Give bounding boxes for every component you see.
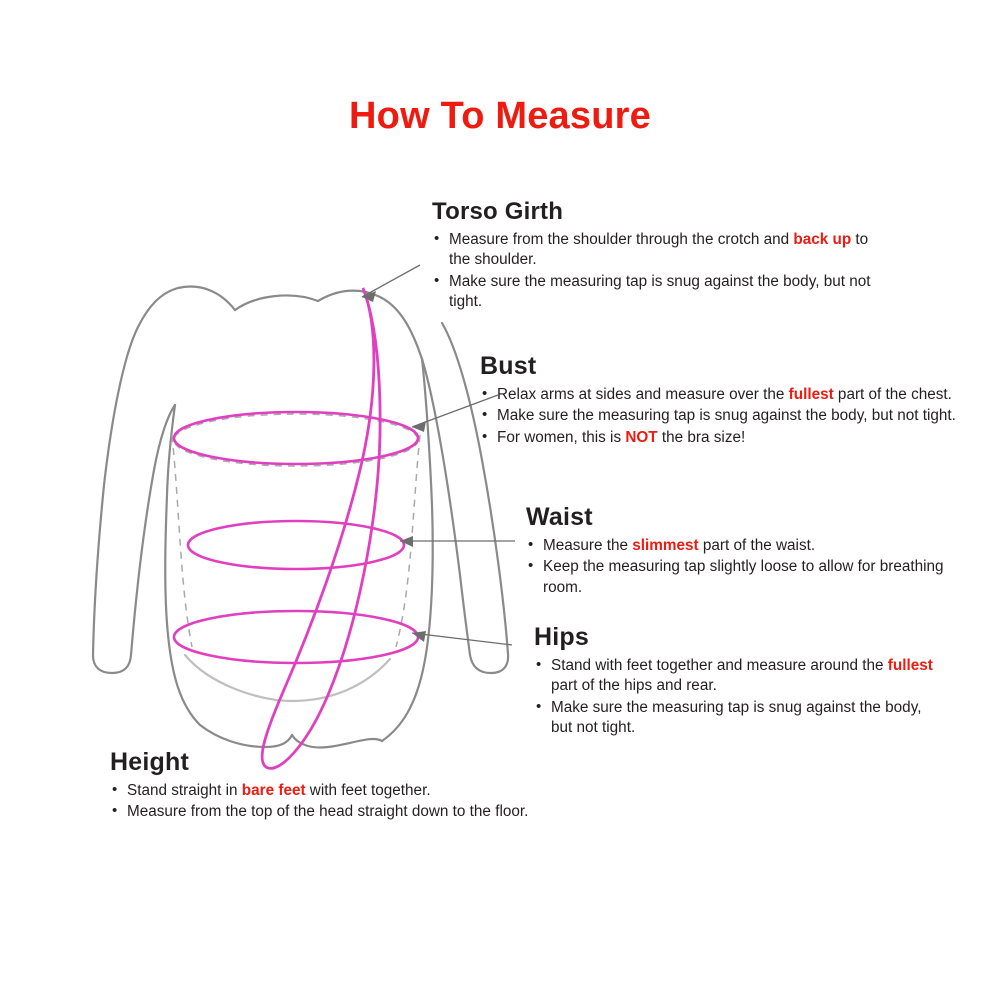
torso-girth-heading: Torso Girth: [432, 198, 564, 225]
list-item: • Stand straight in bare feet with feet together.: [110, 781, 670, 801]
bust-bullets: [480, 385, 980, 448]
torso-girth-bullets: [432, 230, 872, 312]
section-bust: [480, 352, 980, 449]
list-item: • For women, this is NOT the bra size!: [480, 428, 980, 448]
list-item: • Make sure the measuring tap is snug against the body, but not tight.: [534, 698, 934, 739]
page-title: How To Measure: [349, 95, 651, 137]
torso-girth-tape-line: [262, 288, 380, 768]
height-heading: Height: [110, 748, 189, 776]
list-item: • Keep the measuring tap slightly loose to allow for breathing room.: [526, 557, 956, 598]
section-waist: [526, 503, 956, 599]
list-item: • Measure from the top of the head straight down to the floor.: [110, 802, 670, 822]
hips-bullets: [534, 656, 934, 738]
leotard-outline: [93, 287, 508, 748]
height-bullets: [110, 781, 670, 823]
list-item: • Make sure the measuring tap is snug against the body, but not tight.: [480, 406, 980, 426]
list-item: • Measure from the shoulder through the crotch and back up to the shoulder.: [432, 230, 872, 271]
list-item: • Make sure the measuring tap is snug against the body, but not tight.: [432, 272, 872, 313]
list-item: • Measure the slimmest part of the waist.: [526, 536, 956, 556]
waist-bullets: [526, 536, 956, 598]
waist-heading: Waist: [526, 503, 593, 531]
body-figure-illustration: [60, 255, 580, 785]
section-height: [110, 748, 670, 824]
hips-tape-loop: [174, 611, 418, 663]
list-item: • Stand with feet together and measure around the fullest part of the hips and rear.: [534, 656, 934, 697]
section-hips: [534, 623, 934, 739]
section-torso-girth: [432, 198, 872, 313]
bust-heading: Bust: [480, 352, 537, 380]
tape-measure-loops: [174, 412, 418, 663]
hips-heading: Hips: [534, 623, 589, 651]
list-item: • Relax arms at sides and measure over the fullest part of the chest.: [480, 385, 980, 405]
